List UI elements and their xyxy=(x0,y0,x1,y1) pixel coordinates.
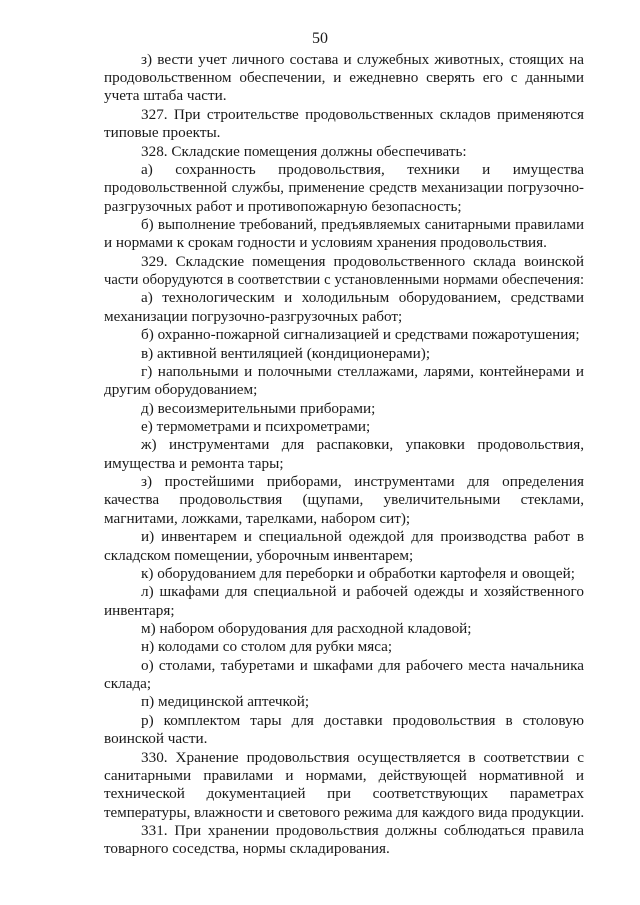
text-line: разгрузочных работ и противопожарную безопасность; xyxy=(104,198,462,215)
text-line: б) охранно-пожарной сигнализацией и средствами пожаротушения; xyxy=(141,326,580,343)
text-line: механизации погрузочно-разгрузочных работ; xyxy=(104,308,403,325)
text-line: части оборудуются в соответствии с установленными нормами обеспечения: xyxy=(104,272,584,288)
text-line: имущества и ремонта тары; xyxy=(104,455,284,472)
text-line: а) технологическим и холодильным оборудованием, средствами xyxy=(141,289,584,306)
text-line: продовольственной службы, применение средств механизации погрузочно- xyxy=(104,180,584,196)
text-line: ж) инструментами для распаковки, упаковки продовольствия, xyxy=(141,436,584,453)
text-line: технической документацией при соответствующих параметрах xyxy=(104,785,584,802)
text-line: и) инвентарем и специальной одеждой для производства работ в xyxy=(141,528,584,545)
text-line: качества продовольствия (щупами, увеличительными стеклами, xyxy=(104,491,584,508)
text-line: а) сохранность продовольствия, техники и имущества xyxy=(141,161,584,178)
text-line: е) термометрами и психрометрами; xyxy=(141,418,371,435)
text-line: инвентаря; xyxy=(104,602,175,619)
text-line: учета штаба части. xyxy=(104,87,227,104)
text-line: м) набором оборудования для расходной кладовой; xyxy=(141,620,472,637)
text-line: н) колодами со столом для рубки мяса; xyxy=(141,638,393,655)
text-line: д) весоизмерительными приборами; xyxy=(141,400,376,417)
text-line: 327. При строительстве продовольственных складов применяются xyxy=(141,106,584,123)
text-line: к) оборудованием для переборки и обработки картофеля и овощей; xyxy=(141,565,575,582)
text-line: 329. Складские помещения продовольственного склада воинской xyxy=(141,253,584,270)
text-line: в) активной вентиляцией (кондиционерами); xyxy=(141,345,431,362)
text-line: другим оборудованием; xyxy=(104,381,258,398)
text-line: з) простейшими приборами, инструментами для определения xyxy=(141,473,584,490)
text-line: магнитами, ложками, тарелками, набором сит); xyxy=(104,510,411,527)
text-line: продовольственном обеспечении, и ежедневно сверять его с данными xyxy=(104,69,584,86)
text-line: л) шкафами для специальной и рабочей одежды и хозяйственного xyxy=(141,583,584,600)
text-line: температуры, влажности и светового режима для каждого вида продукции. xyxy=(104,805,584,821)
page-number: 50 xyxy=(312,30,328,47)
text-line: б) выполнение требований, предъявляемых санитарными правилами xyxy=(141,217,584,233)
text-line: типовые проекты. xyxy=(104,124,221,141)
text-line: и нормами к срокам годности и условиям хранения продовольствия. xyxy=(104,234,547,251)
text-line: воинской части. xyxy=(104,730,208,747)
text-line: г) напольными и полочными стеллажами, ларями, контейнерами и xyxy=(141,363,584,380)
text-line: складском помещении, уборочным инвентарем; xyxy=(104,547,414,564)
text-line: 330. Хранение продовольствия осуществляется в соответствии с xyxy=(141,749,584,766)
text-line: склада; xyxy=(104,675,152,692)
text-line: товарного соседства, нормы складирования. xyxy=(104,840,390,857)
text-line: 328. Складские помещения должны обеспечивать: xyxy=(141,143,467,160)
text-line: п) медицинской аптечкой; xyxy=(141,693,310,710)
text-line: санитарными правилами и нормами, действующей нормативной и xyxy=(104,767,584,784)
text-line: з) вести учет личного состава и служебных животных, стоящих на xyxy=(141,51,584,68)
text-line: о) столами, табуретами и шкафами для рабочего места начальника xyxy=(141,657,584,674)
text-line: 331. При хранении продовольствия должны соблюдаться правила xyxy=(141,822,584,839)
text-line: р) комплектом тары для доставки продовольствия в столовую xyxy=(141,712,584,729)
